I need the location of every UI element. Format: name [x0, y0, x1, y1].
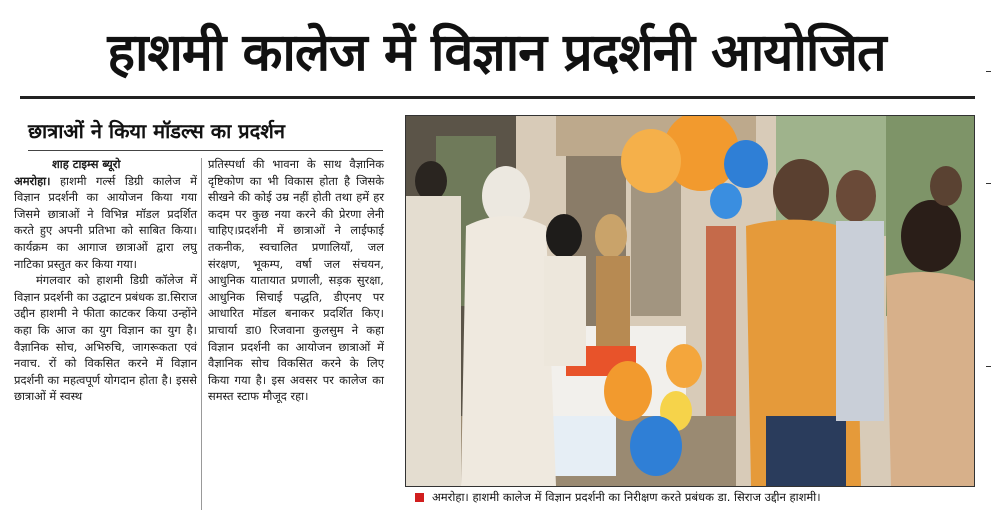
margin-tick	[986, 183, 991, 184]
column-divider	[201, 158, 202, 510]
headline: हाशमी कालेज में विज्ञान प्रदर्शनी आयोजित	[107, 23, 886, 83]
article-column-1	[14, 156, 197, 405]
article-column-2	[208, 156, 384, 405]
paragraph-1-text: हाशमी गर्ल्स डिग्री कालेज में विज्ञान प्रदर्शनी का आयोजन किया गया जिसमे छात्राओं ने विभिन्न मॉडल प्रदर्शित करते हुए अपनी प्रतिभा को साबित किया। कार्यक्रम का आगाज छात्राओं द्वारा लघु नाटिका प्रस्तुत कर किया गया।	[14, 173, 197, 271]
photo-caption	[405, 486, 973, 508]
news-photo	[405, 115, 975, 487]
article-paragraph: प्रतिस्पर्धा की भावना के साथ वैज्ञानिक दृष्टिकोण का भी विकास होता है जिसके सीखने की कोई उम्र नहीं होती तथा हमें हर कदम पर कुछ नया करने की प्रेरणा लेनी चाहिए।प्रदर्शनी में छात्राओं ने लाईफाई तकनीक, स्वचालित प्रणालियॉं, जल संरक्षण, भूकम्प, वर्षा जल संचयन, आधुनिक यातायात प्रणाली, सड़क सुरक्षा, आधुनिक सिचाई पद्धति, डीएनए पर आधारित मॉडल बनाकर प्रदर्शित किए। प्राचार्या डा0 रिजवाना कुलसुम ने कहा विज्ञान प्रदर्शनी का आयोजन छात्राओं में वैज्ञानिक सोच विकसित करने के लिए किया गया है। इस अवसर पर कालेज का समस्त स्टाफ मौजूद रहा।	[208, 157, 384, 404]
byline: शाह टाइम्स ब्यूरो	[52, 157, 121, 171]
article-paragraph	[14, 173, 197, 273]
margin-tick	[986, 71, 991, 72]
article-paragraph: मंगलवार को हाशमी डिग्री कॉलेज में विज्ञान प्रदर्शनी का उद्घाटन प्रबंधक डा.सिराज उद्दीन हाशमी ने फीता काटकर किया उन्होंने कहा कि आज का युग विज्ञान का युग है। वैज्ञानिक सोच, अभिरुचि, जागरूकता एवं नवाच. रों को विकसित करने में विज्ञान प्रदर्शनी का महत्वपूर्ण योगदान होता है। इससे छात्राओं में स्वस्थ	[14, 273, 197, 404]
margin-tick	[986, 366, 991, 367]
subheadline-rule	[28, 150, 383, 151]
exhibition-photo-illustration	[406, 116, 974, 486]
dateline: अमरोहा।	[14, 173, 51, 188]
subheadline: छात्राओं ने किया मॉडल्स का प्रदर्शन	[28, 119, 285, 143]
photo-caption-text: अमरोहा। हाशमी कालेज में विज्ञान प्रदर्शनी का निरीक्षण करते प्रबंधक डा. सिराज उद्दीन हाशमी।	[432, 490, 821, 504]
headline-rule	[20, 96, 975, 99]
caption-marker-icon	[415, 493, 424, 502]
